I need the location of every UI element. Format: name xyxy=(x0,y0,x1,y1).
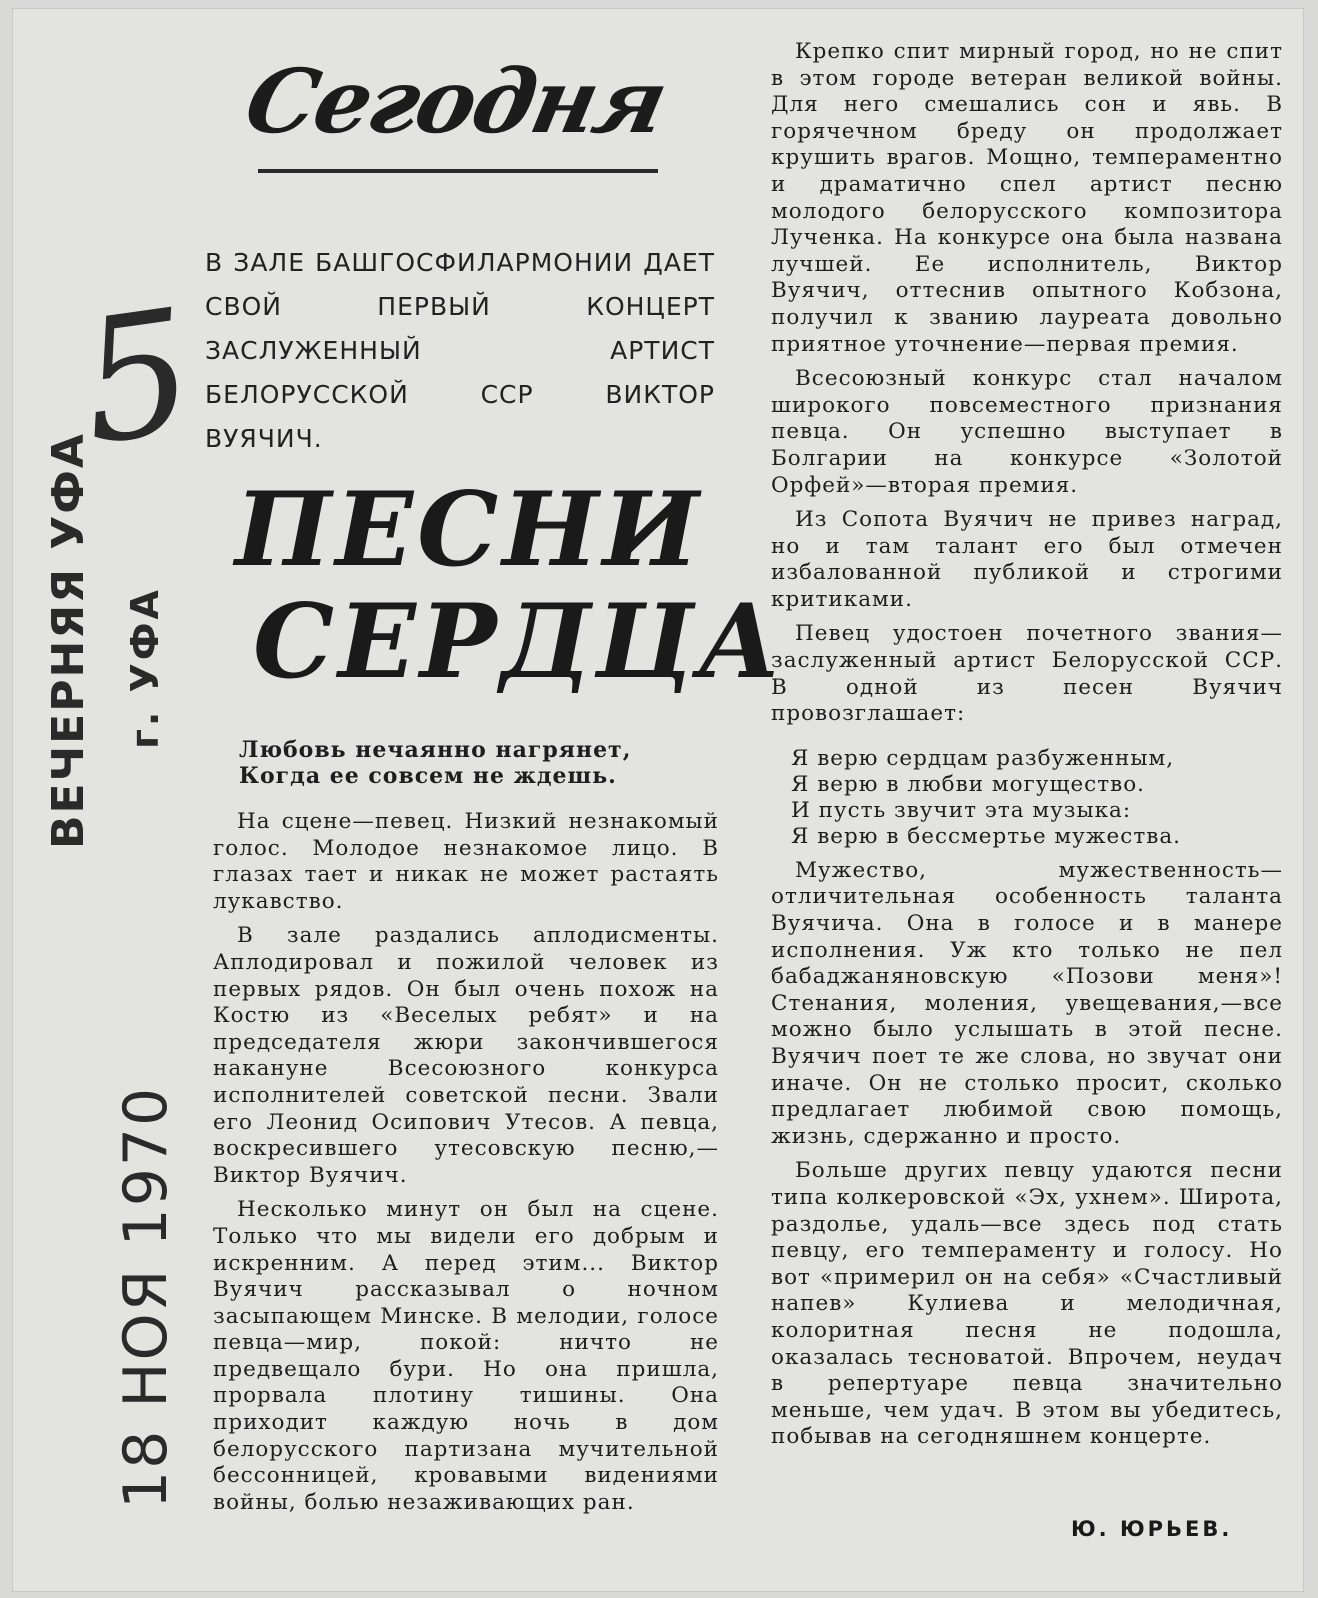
newspaper-clipping xyxy=(12,8,1304,1592)
paragraph: Несколько минут он был на сцене. Только что мы видели его добрым и искренним. А перед этим... Виктор Вуячич рассказывал о ночном засыпающем Минске. В мелодии, голосе певца—мир, покой: ничто не предвещало бури. Но она пришла, прорвала плотину тишины. Она приходит каждую ночь в дом белорусского партизана мучительной бессонницей, кровавыми видениями войны, болью незаживающих ран. xyxy=(213,1197,719,1515)
author-signature: Ю. ЮРЬЕВ. xyxy=(1071,1517,1233,1541)
stamp-date: 18 НОЯ 1970 xyxy=(111,1085,181,1509)
stamp-city: г. УФА xyxy=(123,587,167,749)
handwritten-number: 5 xyxy=(69,272,205,484)
paragraph: Крепко спит мирный город, но не спит в этом городе ветеран великой войны. Для него смешались сон и явь. В горячечном бреду он продолжает крушить врагов. Мощно, темпераментно и драматично спел артист песню молодого белорусского композитора Лученка. На конкурсе она была названа лучшей. Ее исполнитель, Виктор Вуячич, оттеснив опытного Кобзона, получил к званию лауреата довольно приятное уточнение—первая премия. xyxy=(771,39,1283,357)
epigraph-line-1: Любовь нечаянно нагрянет, xyxy=(239,737,632,763)
right-column xyxy=(771,39,1283,1459)
paragraph: Больше других певцу удаются песни типа колкеровской «Эх, ухнем». Широта, раздолье, удаль—все здесь под стать певцу, его темпераменту и голосу. Но вот «примерил он на себя» «Счастливый напев» Кулиева и мелодичная, колоритная песня не подошла, оказалась тесноватой. Впрочем, неудач в репертуаре певца значительно меньше, чем удач. В этом вы убедитесь, побывав на сегодняшнем концерте. xyxy=(771,1158,1283,1450)
verse-line: И пусть звучит эта музыка: xyxy=(791,797,1132,823)
lead-paragraph: В ЗАЛЕ БАШГОСФИЛАРМОНИИ ДАЕТ СВОЙ ПЕРВЫЙ КОНЦЕРТ ЗАСЛУЖЕННЫЙ АРТИСТ БЕЛОРУССКОЙ ССР ВИКТОР ВУЯЧИЧ. xyxy=(205,248,715,453)
verse-line: Я верю в любви могущество. xyxy=(791,771,1145,797)
rubric-underline xyxy=(258,169,658,173)
headline-line-1: ПЕСНИ xyxy=(235,470,704,590)
left-column xyxy=(213,809,719,1524)
paragraph: На сцене—певец. Низкий незнакомый голос. Молодое незнакомое лицо. В глазах тает и никак не может растаять лукавство. xyxy=(213,809,719,914)
paragraph: Певец удостоен почетного звания—заслуженный артист Белорусской ССР. В одной из песен Вуячич провозглашает: xyxy=(771,621,1283,727)
headline xyxy=(235,470,785,702)
verse-line: Я верю в бессмертье мужества. xyxy=(791,823,1181,849)
stamp-newspaper-name: ВЕЧЕРНЯЯ УФА xyxy=(43,432,94,849)
verse-line: Я верю сердцам разбуженным, xyxy=(791,745,1175,771)
paragraph: Из Сопота Вуячич не привез наград, но и там талант его был отмечен избалованной публикой и строгими критиками. xyxy=(771,507,1283,612)
paragraph: В зале раздались аплодисменты. Аплодировал и пожилой человек из первых рядов. Он был очень похож на Костю из «Веселых ребят» и на председателя жюри закончившегося накануне Всесоюзного конкурса исполнителей советской песни. Звали его Леонид Осипович Утесов. А певца, воскресившего утесовскую песню,—Виктор Вуячич. xyxy=(213,923,719,1188)
paragraph: Мужество, мужественность—отличительная особенность таланта Вуячича. Она в голосе и в манере исполнения. Уж кто только не пел бабаджаняновскую «Позови меня»! Стенания, моления, увещевания,—все можно было услышать в этой песне. Вуячич поет те же слова, но звучат они иначе. Он не столько просит, сколько предлагает любимой свою помощь, жизнь, сдержанно и просто. xyxy=(771,857,1283,1149)
epigraph-line-2: Когда ее совсем не ждешь. xyxy=(239,763,617,789)
verse xyxy=(791,746,1283,850)
paragraph: Всесоюзный конкурс стал началом широкого повсеместного признания певца. Он успешно выступает в Болгарии на конкурсе «Золотой Орфей»—вторая премия. xyxy=(771,366,1283,498)
rubric-title: Сегодня xyxy=(236,49,675,153)
headline-line-2: СЕРДЦА xyxy=(253,582,785,702)
epigraph xyxy=(239,737,709,789)
